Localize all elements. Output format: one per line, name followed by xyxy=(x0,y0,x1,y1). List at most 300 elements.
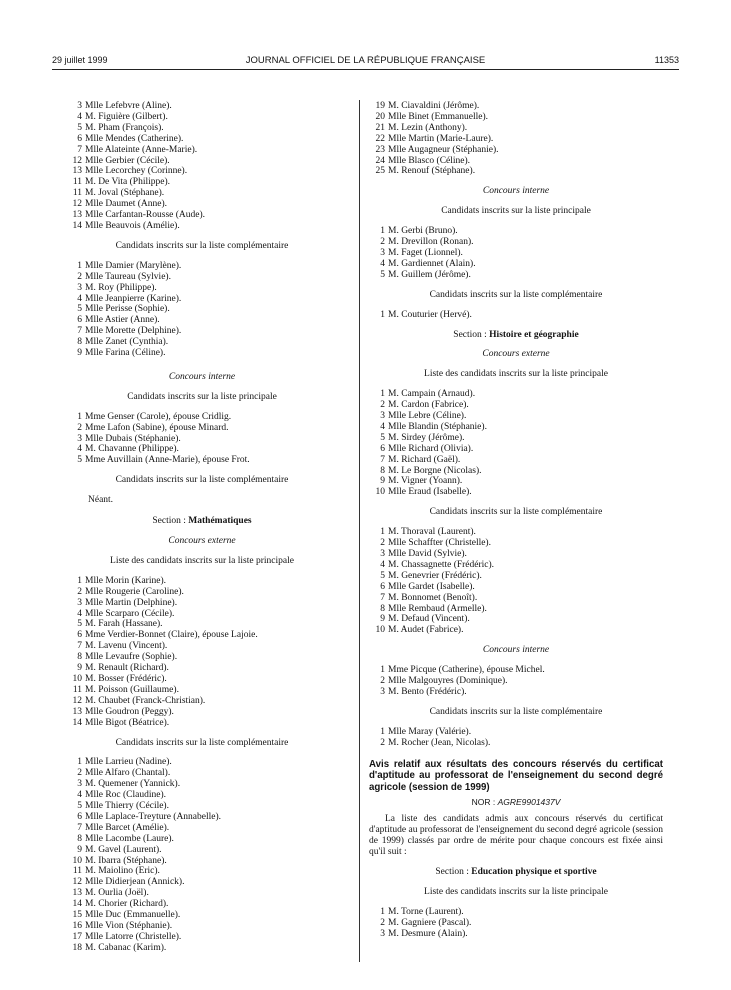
list-entry xyxy=(66,910,338,921)
entry-name: Mlle Blandin (Stéphanie). xyxy=(388,421,487,432)
entry-name: M. Cabanac (Karim). xyxy=(85,942,167,953)
entry-list xyxy=(369,907,663,940)
entry-rank: 2 xyxy=(77,422,82,433)
nor-code: AGRE9901437V xyxy=(497,797,561,808)
entry-name: Mme Verdier-Bonnet (Claire), épouse Lajoie. xyxy=(85,630,258,641)
entry-name: M. Le Borgne (Nicolas). xyxy=(388,465,482,476)
list-entry xyxy=(369,476,663,487)
entry-rank: 22 xyxy=(375,133,385,144)
entry-name: M. Chavanne (Philippe). xyxy=(85,444,179,455)
entry-name: M. Lezin (Anthony). xyxy=(388,122,468,133)
list-entry xyxy=(369,571,663,582)
journal-title: JOURNAL OFFICIEL DE LA RÉPUBLIQUE FRANÇAISE xyxy=(245,55,486,66)
entry-rank: 2 xyxy=(380,917,385,928)
list-entry xyxy=(66,598,338,609)
notice-title: Avis relatif aux résultats des concours réservés du certificat d'aptitude au professorat de l'enseignement du second degré agricole (session de 1999) xyxy=(369,758,663,793)
list-entry xyxy=(369,411,663,422)
entry-rank: 1 xyxy=(77,757,82,768)
entry-rank: 1 xyxy=(77,411,82,422)
list-entry xyxy=(66,444,338,455)
entry-rank: 8 xyxy=(77,652,82,663)
entry-name: Mlle Levaufre (Sophie). xyxy=(85,652,178,663)
list-entry xyxy=(66,641,338,652)
entry-rank: 3 xyxy=(380,686,385,697)
entry-name: Mlle Goudron (Peggy). xyxy=(85,706,174,717)
entry-name: M. Sirdey (Jérôme). xyxy=(388,432,465,443)
list-entry xyxy=(369,101,663,112)
section-heading xyxy=(369,330,663,341)
entry-rank: 4 xyxy=(380,559,385,570)
list-entry xyxy=(369,560,663,571)
left-column xyxy=(66,101,338,954)
entry-name: Mlle Morette (Delphine). xyxy=(85,326,182,337)
entry-rank: 8 xyxy=(77,337,82,348)
entry-name: M. Ibarra (Stéphane). xyxy=(85,855,167,866)
entry-rank: 3 xyxy=(380,928,385,939)
entry-rank: 1 xyxy=(380,665,385,676)
entry-rank: 4 xyxy=(77,444,82,455)
list-entry xyxy=(66,455,338,466)
list-entry xyxy=(66,348,338,359)
entry-list xyxy=(369,727,663,749)
entry-name: M. Desmure (Alain). xyxy=(388,928,468,939)
list-entry xyxy=(66,199,338,210)
page-number: 11353 xyxy=(654,55,679,65)
list-entry xyxy=(369,145,663,156)
entry-name: Mlle Maray (Valérie). xyxy=(388,726,472,737)
entry-rank: 2 xyxy=(77,586,82,597)
entry-name: M. Defaud (Vincent). xyxy=(388,614,470,625)
entry-rank: 11 xyxy=(72,684,82,695)
list-entry xyxy=(66,423,338,434)
entry-rank: 14 xyxy=(72,899,82,910)
subheading: Candidats inscrits sur la liste complémentaire xyxy=(429,507,603,518)
list-entry xyxy=(369,259,663,270)
list-entry xyxy=(66,812,338,823)
entry-name: Mlle Jeanpierre (Karine). xyxy=(85,293,182,304)
entry-name: Mlle Taureau (Sylvie). xyxy=(85,271,171,282)
list-entry xyxy=(369,593,663,604)
entry-rank: 11 xyxy=(72,188,82,199)
entry-name: Mlle Alfaro (Chantal). xyxy=(85,768,171,779)
list-entry xyxy=(66,210,338,221)
entry-name: M. Chaubet (Franck-Christian). xyxy=(85,695,206,706)
entry-rank: 10 xyxy=(375,625,385,636)
entry-rank: 2 xyxy=(380,676,385,687)
entry-rank: 3 xyxy=(77,433,82,444)
entry-rank: 2 xyxy=(380,538,385,549)
entry-list xyxy=(369,310,663,321)
entry-name: Mlle Lecorchey (Corinne). xyxy=(85,166,188,177)
list-entry xyxy=(66,790,338,801)
entry-rank: 5 xyxy=(77,619,82,630)
list-entry xyxy=(66,145,338,156)
entry-rank: 8 xyxy=(380,603,385,614)
entry-rank: 21 xyxy=(375,122,385,133)
list-entry xyxy=(66,587,338,598)
list-entry xyxy=(369,582,663,593)
entry-name: M. Bonnomet (Benoît). xyxy=(388,592,478,603)
entry-name: M. Cardon (Fabrice). xyxy=(388,400,469,411)
entry-rank: 2 xyxy=(380,400,385,411)
entry-rank: 7 xyxy=(380,592,385,603)
list-entry xyxy=(369,549,663,560)
entry-rank: 3 xyxy=(380,549,385,559)
entry-rank: 14 xyxy=(72,220,82,231)
list-entry xyxy=(66,899,338,910)
entry-rank: 10 xyxy=(72,855,82,866)
list-entry xyxy=(369,614,663,625)
list-entry xyxy=(369,738,663,749)
list-entry xyxy=(66,932,338,943)
entry-rank: 7 xyxy=(77,641,82,652)
entry-name: Mlle Zanet (Cynthia). xyxy=(85,337,169,348)
entry-rank: 6 xyxy=(380,443,385,454)
list-entry xyxy=(66,663,338,674)
competition-heading: Concours externe xyxy=(482,349,550,360)
subheading: Candidats inscrits sur la liste complémentaire xyxy=(115,737,289,748)
entry-name: Mme Genser (Carole), épouse Cridlig. xyxy=(85,411,232,422)
list-entry xyxy=(369,248,663,259)
section-title: Mathématiques xyxy=(188,516,252,527)
entry-name: M. Ourlia (Joël). xyxy=(85,888,149,899)
entry-rank: 13 xyxy=(72,166,82,177)
entry-rank: 18 xyxy=(72,942,82,953)
entry-rank: 10 xyxy=(72,673,82,684)
entry-name: Mlle Dubais (Stéphanie). xyxy=(85,433,181,444)
entry-rank: 3 xyxy=(77,101,82,111)
list-entry xyxy=(369,929,663,940)
entry-rank: 8 xyxy=(77,833,82,844)
entry-rank: 11 xyxy=(72,866,82,877)
entry-rank: 13 xyxy=(72,210,82,221)
list-entry xyxy=(369,604,663,615)
entry-name: M. Renouf (Stéphane). xyxy=(388,166,476,177)
entry-name: Mlle Duc (Emmanuelle). xyxy=(85,910,181,921)
entry-name: Mlle Carfantan-Rousse (Aude). xyxy=(85,210,206,221)
entry-rank: 9 xyxy=(77,844,82,855)
entry-name: Mlle Augagneur (Stéphanie). xyxy=(388,144,499,155)
entry-name: Mlle Lebre (Céline). xyxy=(388,411,467,422)
list-entry xyxy=(369,665,663,676)
list-entry xyxy=(369,487,663,498)
entry-name: Mlle Morin (Karine). xyxy=(85,575,166,586)
list-entry xyxy=(66,156,338,167)
entry-name: M. Farah (Hassane). xyxy=(85,619,163,630)
none-text: Néant. xyxy=(88,495,114,506)
entry-name: Mme Auvillain (Anne-Marie), épouse Frot. xyxy=(85,455,250,466)
entry-name: M. Genevrier (Frédéric). xyxy=(388,570,482,581)
list-entry xyxy=(66,434,338,445)
subheading: Candidats inscrits sur la liste complémentaire xyxy=(115,240,289,251)
entry-name: Mme Lafon (Sabine), épouse Minard. xyxy=(85,422,229,433)
list-entry xyxy=(369,123,663,134)
list-entry xyxy=(369,444,663,455)
list-entry xyxy=(369,625,663,636)
entry-name: Mlle Mendes (Catherine). xyxy=(85,133,184,144)
entry-name: M. Bento (Frédéric). xyxy=(388,686,467,697)
list-entry xyxy=(369,270,663,281)
section-heading xyxy=(369,867,663,878)
section-prefix: Section : xyxy=(152,516,189,527)
list-entry xyxy=(66,856,338,867)
entry-name: Mlle Blasco (Céline). xyxy=(388,155,471,166)
entry-rank: 1 xyxy=(77,260,82,271)
competition-heading: Concours externe xyxy=(168,536,236,546)
list-entry xyxy=(66,101,338,112)
list-entry xyxy=(369,918,663,929)
entry-rank: 5 xyxy=(380,269,385,280)
entry-rank: 5 xyxy=(380,570,385,581)
entry-rank: 5 xyxy=(77,304,82,315)
list-entry xyxy=(66,177,338,188)
entry-name: M. Couturier (Hervé). xyxy=(388,309,472,320)
entry-rank: 4 xyxy=(77,608,82,619)
entry-name: M. Ciavaldini (Jérôme). xyxy=(388,101,480,111)
entry-rank: 2 xyxy=(77,271,82,282)
entry-rank: 3 xyxy=(380,411,385,422)
entry-name: Mme Picque (Catherine), épouse Michel. xyxy=(388,665,545,676)
list-entry xyxy=(369,687,663,698)
list-entry xyxy=(66,757,338,768)
entry-rank: 11 xyxy=(72,177,82,188)
right-column xyxy=(369,101,663,940)
list-entry xyxy=(369,907,663,918)
entry-name: Mlle Bigot (Béatrice). xyxy=(85,717,170,728)
entry-name: M. Maiolino (Eric). xyxy=(85,866,160,877)
entry-name: Mlle Alateinte (Anne-Marie). xyxy=(85,144,198,155)
entry-rank: 5 xyxy=(77,122,82,133)
section-heading xyxy=(66,516,338,527)
entry-list xyxy=(66,101,338,232)
entry-rank: 7 xyxy=(77,326,82,337)
entry-rank: 3 xyxy=(77,597,82,608)
entry-rank: 17 xyxy=(72,931,82,942)
list-entry xyxy=(66,801,338,812)
entry-name: Mlle Richard (Olivia). xyxy=(388,443,474,454)
entry-name: Mlle Beauvois (Amélie). xyxy=(85,220,180,231)
entry-rank: 3 xyxy=(77,282,82,293)
issue-date: 29 juillet 1999 xyxy=(52,55,108,65)
entry-rank: 12 xyxy=(72,199,82,210)
column-divider xyxy=(359,100,360,962)
list-entry xyxy=(66,337,338,348)
entry-rank: 10 xyxy=(375,487,385,498)
subheading: Candidats inscrits sur la liste principale xyxy=(127,391,277,402)
list-entry xyxy=(66,261,338,272)
entry-rank: 23 xyxy=(375,144,385,155)
entry-name: Mlle Gerbier (Cécile). xyxy=(85,155,170,166)
entry-rank: 1 xyxy=(380,726,385,737)
entry-rank: 6 xyxy=(77,133,82,144)
list-entry xyxy=(66,718,338,729)
entry-name: M. Campain (Arnaud). xyxy=(388,389,476,400)
entry-name: M. De Vita (Philippe). xyxy=(85,177,171,188)
entry-name: M. Chassagnette (Frédéric). xyxy=(388,559,495,570)
entry-rank: 2 xyxy=(380,237,385,248)
entry-list xyxy=(66,261,338,359)
entry-rank: 3 xyxy=(380,247,385,258)
entry-rank: 4 xyxy=(77,790,82,801)
list-entry xyxy=(66,921,338,932)
section-title: Education physique et sportive xyxy=(471,867,597,877)
entry-rank: 1 xyxy=(380,389,385,400)
list-entry xyxy=(66,123,338,134)
subheading: Candidats inscrits sur la liste complémentaire xyxy=(429,289,603,300)
list-entry xyxy=(66,888,338,899)
list-entry xyxy=(66,877,338,888)
list-entry xyxy=(369,400,663,411)
entry-rank: 7 xyxy=(77,822,82,833)
entry-name: M. Chorier (Richard). xyxy=(85,899,169,910)
nor-reference xyxy=(369,797,663,808)
entry-rank: 5 xyxy=(380,432,385,443)
list-entry xyxy=(66,283,338,294)
list-entry xyxy=(369,466,663,477)
entry-name: Mlle Malgouyres (Dominique). xyxy=(388,676,508,687)
entry-name: Mlle Roc (Claudine). xyxy=(85,790,166,801)
entry-rank: 8 xyxy=(380,465,385,476)
list-entry xyxy=(66,294,338,305)
entry-name: Mlle Daumet (Anne). xyxy=(85,199,168,210)
entry-rank: 4 xyxy=(77,111,82,122)
list-entry xyxy=(66,272,338,283)
entry-name: M. Faget (Lionnel). xyxy=(388,247,463,258)
list-entry xyxy=(66,943,338,954)
list-entry xyxy=(66,652,338,663)
entry-name: M. Richard (Gaël). xyxy=(388,454,461,465)
entry-name: Mlle Vion (Stéphanie). xyxy=(85,921,173,931)
entry-name: Mlle Lacombe (Laure). xyxy=(85,833,174,844)
list-entry xyxy=(369,226,663,237)
entry-name: Mlle Didierjean (Annick). xyxy=(85,877,185,888)
entry-name: Mlle Martin (Delphine). xyxy=(85,597,178,608)
entry-rank: 4 xyxy=(380,421,385,432)
entry-name: M. Audet (Fabrice). xyxy=(388,625,464,636)
entry-list xyxy=(66,576,338,729)
subheading: Candidats inscrits sur la liste complémentaire xyxy=(429,706,603,717)
notice-paragraph: La liste des candidats admis aux concours réservés du certificat d'aptitude au professorat de l'enseignement du second degré agricole (session de 1999) classés par ordre de mérite pour chaque concours est fixée ainsi qu'il suit : xyxy=(369,814,663,857)
list-entry xyxy=(66,823,338,834)
entry-list xyxy=(369,665,663,698)
list-entry xyxy=(66,707,338,718)
list-entry xyxy=(369,156,663,167)
entry-name: Mlle Latorre (Christelle). xyxy=(85,931,182,942)
entry-name: M. Thoraval (Laurent). xyxy=(388,527,476,538)
list-entry xyxy=(66,412,338,423)
entry-rank: 9 xyxy=(77,348,82,359)
entry-rank: 12 xyxy=(72,877,82,888)
competition-heading: Concours interne xyxy=(168,371,236,382)
entry-rank: 6 xyxy=(77,811,82,822)
subheading: Liste des candidats inscrits sur la liste principale xyxy=(424,369,608,380)
competition-heading: Concours interne xyxy=(482,186,550,197)
entry-rank: 13 xyxy=(72,706,82,717)
subheading: Candidats inscrits sur la liste complémentaire xyxy=(115,475,289,486)
entry-name: M. Quemener (Yannick). xyxy=(85,779,181,790)
entry-name: M. Bosser (Frédéric). xyxy=(85,673,167,684)
list-entry xyxy=(66,630,338,641)
list-entry xyxy=(66,188,338,199)
entry-name: Mlle Martin (Marie-Laure). xyxy=(388,133,494,144)
subheading: Liste des candidats inscrits sur la liste principale xyxy=(110,555,294,566)
entry-name: Mlle Laplace-Treyture (Annabelle). xyxy=(85,811,222,822)
entry-rank: 7 xyxy=(380,454,385,465)
entry-rank: 5 xyxy=(77,801,82,812)
entry-rank: 16 xyxy=(72,921,82,931)
entry-name: Mlle Lefebvre (Aline). xyxy=(85,101,172,111)
entry-name: Mlle Damier (Marylène). xyxy=(85,260,182,271)
section-prefix: Section : xyxy=(435,867,472,877)
list-entry xyxy=(369,389,663,400)
list-entry xyxy=(369,237,663,248)
entry-rank: 19 xyxy=(375,101,385,111)
entry-name: Mlle Barcet (Amélie). xyxy=(85,822,170,833)
entry-name: M. Gagniere (Pascal). xyxy=(388,917,472,928)
entry-name: M. Vigner (Yoann). xyxy=(388,476,463,487)
list-entry xyxy=(66,609,338,620)
entry-name: Mlle Schaffter (Christelle). xyxy=(388,538,491,549)
entry-rank: 1 xyxy=(380,309,385,320)
entry-rank: 13 xyxy=(72,888,82,899)
entry-name: M. Poisson (Guillaume). xyxy=(85,684,179,695)
list-entry xyxy=(66,315,338,326)
entry-rank: 1 xyxy=(380,226,385,237)
list-entry xyxy=(369,538,663,549)
entry-rank: 2 xyxy=(380,737,385,748)
entry-rank: 4 xyxy=(77,293,82,304)
entry-rank: 15 xyxy=(72,910,82,921)
entry-list xyxy=(369,101,663,177)
entry-rank: 25 xyxy=(375,166,385,177)
list-entry xyxy=(66,696,338,707)
list-entry xyxy=(66,304,338,315)
list-entry xyxy=(66,685,338,696)
entry-name: Mlle Rembaud (Armelle). xyxy=(388,603,487,614)
entry-rank: 1 xyxy=(77,575,82,586)
entry-rank: 24 xyxy=(375,155,385,166)
entry-name: M. Renault (Richard). xyxy=(85,663,169,674)
entry-rank: 3 xyxy=(77,779,82,790)
entry-rank: 6 xyxy=(77,315,82,326)
entry-name: Mlle Farina (Céline). xyxy=(85,348,166,359)
entry-list xyxy=(369,389,663,498)
entry-name: Mlle Perisse (Sophie). xyxy=(85,304,170,315)
entry-name: Mlle Rougerie (Caroline). xyxy=(85,586,184,597)
entry-rank: 12 xyxy=(72,155,82,166)
entry-name: M. Rocher (Jean, Nicolas). xyxy=(388,737,491,748)
entry-name: Mlle Binet (Emmanuelle). xyxy=(388,111,488,122)
list-entry xyxy=(66,576,338,587)
list-entry xyxy=(66,866,338,877)
entry-rank: 1 xyxy=(380,906,385,917)
entry-name: M. Lavenu (Vincent). xyxy=(85,641,168,652)
entry-rank: 5 xyxy=(77,455,82,466)
subheading: Liste des candidats inscrits sur la liste principale xyxy=(424,886,608,897)
list-entry xyxy=(66,619,338,630)
entry-rank: 6 xyxy=(380,581,385,592)
entry-name: Mlle Astier (Anne). xyxy=(85,315,160,326)
page-header xyxy=(52,55,679,69)
entry-name: M. Joval (Stéphane). xyxy=(85,188,165,199)
entry-name: Mlle Scarparo (Cécile). xyxy=(85,608,175,619)
entry-rank: 12 xyxy=(72,695,82,706)
entry-name: M. Gerbi (Bruno). xyxy=(388,226,458,237)
entry-rank: 9 xyxy=(380,476,385,487)
list-entry xyxy=(369,455,663,466)
entry-name: M. Figuière (Gilbert). xyxy=(85,111,168,122)
list-entry xyxy=(66,166,338,177)
